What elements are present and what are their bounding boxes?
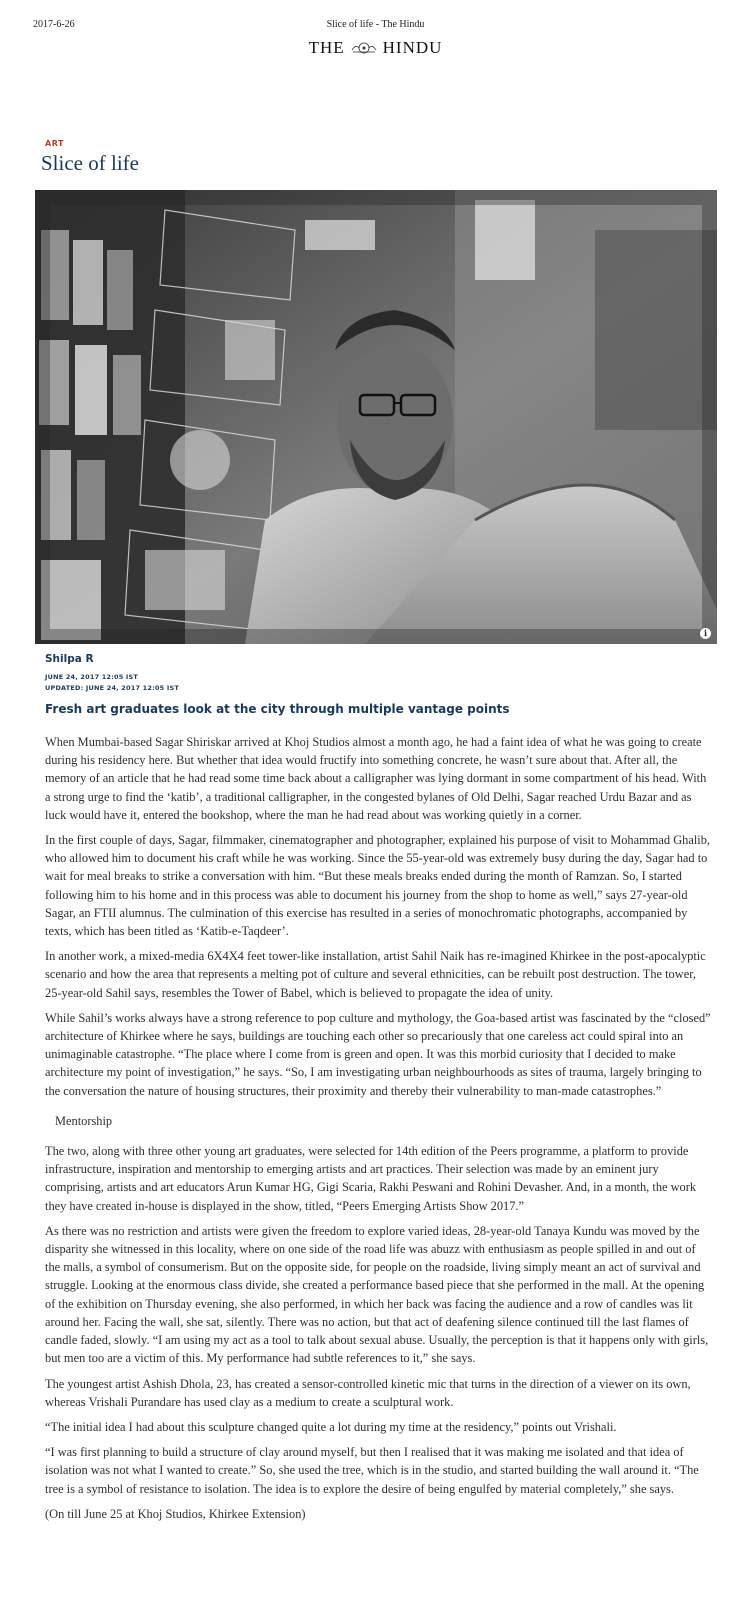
body-paragraph: While Sahil’s works always have a strong reference to pop culture and mythology, the Goa-based artist was fascinated by the “closed” architecture of Khirkee where he says, buildings are touching each other so precariously that one careless act could spiral into an unimaginable catastrophe. “The place where I come from is green and open. It was this morbid curiosity that I decided to make architecture my point of investigation,” he says. “So, I am investigating urban neighbourhoods as sites of trauma, largely bringing to the conversation the nature of housing structures, their proximity and thereby their vulnerability to man-made catastrophes.” <box>45 1010 711 1098</box>
body-paragraph: The two, along with three other young art graduates, were selected for 14th edition of the Peers programme, a platform to provide infrastructure, inspiration and mentorship to emerging artists and art practices. Their selection was made by an eminent jury comprising, artists and art educators Arun Kumar HG, Gigi Scaria, Rakhi Peswani and Rohini Devasher. And, in a month, the work they have created in-house is displayed in the show, titled, “Peers Emerging Artists Show 2017.” <box>45 1144 697 1213</box>
body-paragraph: The youngest artist Ashish Dhola, 23, has created a sensor-controlled kinetic mic that turns in the direction of a viewer on its own, whereas Vrishali Purandare has used clay as a medium to create a sculptural work. <box>45 1376 691 1409</box>
hero-photo[interactable] <box>35 190 717 644</box>
published-date: JUNE 24, 2017 12:05 IST <box>45 673 139 681</box>
body-paragraph: In the first couple of days, Sagar, filmmaker, cinematographer and photographer, explained his purpose of visit to Mohammad Ghalib, who allowed him to document his craft while he was working. Since the 55-year-old was extremely busy during the day, Sagar had to wait for meal breaks to strike a conversation with him. “But these meals breaks ended during the month of Ramzan. So, I started following him to his home and in this process was able to document his journey from the shop to home as well,” says 27-year-old Sagar, an FTII alumnus. The culmination of this exercise has resulted in a series of monochromatic photographs, accompanied by texts, which has been titled as ‘Katib-e-Taqdeer’. <box>45 833 711 939</box>
article-body <box>45 733 713 1530</box>
print-date: 2017-6-26 <box>33 19 75 30</box>
masthead-right-word: HINDU <box>382 38 443 57</box>
emblem-icon <box>349 41 379 55</box>
masthead-left-word: THE <box>308 38 345 57</box>
body-paragraph: “I was first planning to build a structure of clay around myself, but then I realised that it was making me isolated and that idea of isolation was not what I wanted to create.” So, she used the tree, which is in the studio, and started building the wall around it. “The tree is a symbol of resistance to isolation. The idea is to explore the desire of being engulfed by material completely,” she says. <box>45 1445 699 1496</box>
author-name[interactable]: Shilpa R <box>45 653 94 665</box>
section-subhead: Mentorship <box>55 1113 113 1128</box>
section-label[interactable]: ART <box>45 139 64 148</box>
body-paragraph: In another work, a mixed-media 6X4X4 feet tower-like installation, artist Sahil Naik has re-imagined Khirkee in the post-apocalyptic scenario and how the area that represents a melting pot of culture and several ethnicities, can be rebuilt post destruction. The tower, 25-year-old Sahil says, resembles the Tower of Babel, which is believed to propagate the idea of unity. <box>45 949 706 1000</box>
article-title: Slice of life <box>41 151 139 175</box>
updated-date: UPDATED: JUNE 24, 2017 12:05 IST <box>45 684 179 692</box>
article-standfirst: Fresh art graduates look at the city through multiple vantage points <box>45 702 510 716</box>
body-paragraph: As there was no restriction and artists were given the freedom to explore varied ideas, 28-year-old Tanaya Kundu was moved by the disparity she witnessed in this locality, where on one side of the road life was abuzz with enthusiasm as people spilled in and out of the malls, a symbol of consumerism. But on the opposite side, for people on the roadside, living simply meant an act of survival and struggle. Looking at the enormous class divide, she created a performance based piece that she performed in the mall. At the opening of the exhibition on Thursday evening, she also performed, in which her back was facing the audience and a row of candles was lit around her. Facing the wall, she sat, silently. There was no action, but that act of deafening silence continued till the last flames of candle faded, slowly. “I am using my act as a tool to talk about sexual abuse. Usually, the perception is that it happens only with girls, but men too are a victim of this. My performance had subtle references to it,” she says. <box>45 1223 709 1366</box>
masthead-logo[interactable] <box>0 38 751 58</box>
body-paragraph: “The initial idea I had about this sculpture changed quite a lot during my time at the residency,” points out Vrishali. <box>45 1419 617 1434</box>
print-header <box>0 0 751 40</box>
print-title: Slice of life - The Hindu <box>326 19 425 30</box>
body-paragraph: (On till June 25 at Khoj Studios, Khirkee Extension) <box>45 1506 306 1521</box>
calligrapher-photo <box>35 190 717 644</box>
body-paragraph: When Mumbai-based Sagar Shiriskar arrived at Khoj Studios almost a month ago, he had a faint idea of what he was going to create during his residency here. But whether that idea would fructify into something concrete, he wasn’t sure about that. After all, the memory of an article that he had read some time back about a calligrapher was lying dormant in some compartment of his head. With a strong urge to find the ‘katib’, a traditional calligrapher, in the congested bylanes of Old Delhi, Sagar reached Urdu Bazar and as luck would have it, entered the bookshop, where the man he had read about was working quietly in a corner. <box>45 735 707 822</box>
info-icon[interactable]: i <box>700 628 711 639</box>
